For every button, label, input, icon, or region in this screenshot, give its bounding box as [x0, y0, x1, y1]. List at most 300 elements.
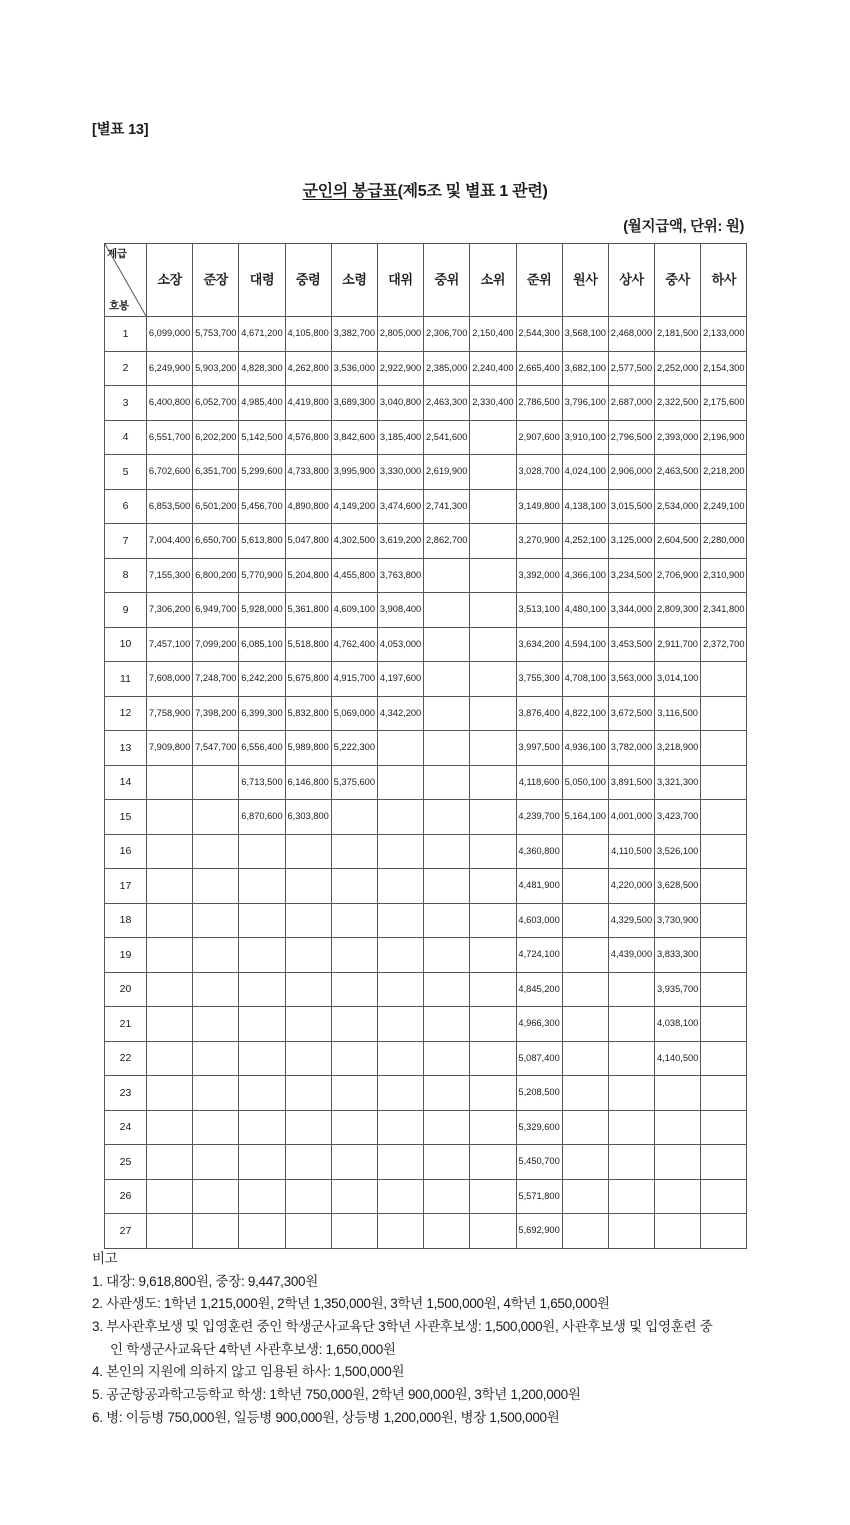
table-row: [105, 386, 747, 421]
pay-cell: 4,594,100: [562, 627, 608, 662]
pay-cell: 6,242,200: [239, 662, 285, 697]
pay-cell: [377, 731, 423, 766]
pay-cell: 4,936,100: [562, 731, 608, 766]
pay-cell: 3,672,500: [608, 696, 654, 731]
pay-cell: [193, 1214, 239, 1249]
pay-cell: 5,204,800: [285, 558, 331, 593]
pay-cell: 3,149,800: [516, 489, 562, 524]
pay-cell: 2,463,300: [424, 386, 470, 421]
step-cell: 11: [105, 662, 147, 697]
pay-cell: 7,909,800: [147, 731, 193, 766]
pay-cell: 4,149,200: [331, 489, 377, 524]
pay-cell: [285, 1007, 331, 1042]
pay-cell: [147, 800, 193, 835]
pay-cell: 3,513,100: [516, 593, 562, 628]
pay-cell: 5,361,800: [285, 593, 331, 628]
pay-cell: 2,706,900: [655, 558, 701, 593]
pay-cell: 7,457,100: [147, 627, 193, 662]
pay-cell: 2,687,000: [608, 386, 654, 421]
pay-cell: [470, 662, 516, 697]
pay-cell: 3,995,900: [331, 455, 377, 490]
pay-table: [104, 243, 747, 1249]
pay-cell: [377, 800, 423, 835]
pay-cell: 7,248,700: [193, 662, 239, 697]
pay-cell: [655, 1179, 701, 1214]
pay-cell: 4,329,500: [608, 903, 654, 938]
pay-cell: 5,329,600: [516, 1110, 562, 1145]
pay-cell: [377, 972, 423, 1007]
pay-cell: [193, 834, 239, 869]
pay-cell: [701, 1214, 747, 1249]
pay-cell: [470, 1041, 516, 1076]
pay-cell: [470, 1076, 516, 1111]
pay-cell: [239, 1007, 285, 1042]
pay-cell: [470, 800, 516, 835]
pay-cell: [193, 938, 239, 973]
pay-cell: 2,196,900: [701, 420, 747, 455]
pay-cell: [239, 1110, 285, 1145]
pay-cell: 4,140,500: [655, 1041, 701, 1076]
pay-cell: [193, 1076, 239, 1111]
table-row: [105, 1041, 747, 1076]
pay-cell: [285, 1179, 331, 1214]
pay-cell: [377, 1041, 423, 1076]
pay-cell: [147, 1041, 193, 1076]
pay-cell: [608, 1076, 654, 1111]
pay-cell: 4,724,100: [516, 938, 562, 973]
table-row: [105, 1179, 747, 1214]
page-title-main: 군인의 봉급표: [302, 183, 398, 200]
pay-cell: [424, 834, 470, 869]
pay-cell: [147, 972, 193, 1007]
pay-cell: [470, 455, 516, 490]
pay-cell: [655, 1110, 701, 1145]
table-row: [105, 351, 747, 386]
pay-cell: 4,053,000: [377, 627, 423, 662]
pay-cell: 2,252,000: [655, 351, 701, 386]
pay-cell: 5,164,100: [562, 800, 608, 835]
pay-cell: 2,604,500: [655, 524, 701, 559]
pay-cell: [331, 1179, 377, 1214]
pay-cell: [562, 1145, 608, 1180]
pay-cell: [608, 1007, 654, 1042]
table-row: [105, 558, 747, 593]
step-cell: 8: [105, 558, 147, 593]
pay-cell: 6,870,600: [239, 800, 285, 835]
pay-cell: [285, 1145, 331, 1180]
note-item: 2. 사관생도: 1학년 1,215,000원, 2학년 1,350,000원, 3학년 1,500,000원, 4학년 1,650,000원: [92, 1296, 610, 1312]
pay-cell: [377, 1145, 423, 1180]
table-row: [105, 731, 747, 766]
pay-cell: 2,393,000: [655, 420, 701, 455]
pay-cell: [470, 834, 516, 869]
pay-cell: 3,876,400: [516, 696, 562, 731]
pay-cell: [377, 1179, 423, 1214]
pay-cell: [377, 1214, 423, 1249]
pay-cell: [147, 1179, 193, 1214]
pay-cell: 3,382,700: [331, 317, 377, 352]
pay-cell: [701, 1041, 747, 1076]
step-cell: 10: [105, 627, 147, 662]
pay-cell: 2,280,000: [701, 524, 747, 559]
pay-cell: [470, 972, 516, 1007]
pay-cell: 5,675,800: [285, 662, 331, 697]
pay-cell: 7,608,000: [147, 662, 193, 697]
pay-cell: 5,613,800: [239, 524, 285, 559]
pay-cell: [562, 1110, 608, 1145]
step-cell: 14: [105, 765, 147, 800]
pay-cell: [470, 731, 516, 766]
pay-cell: [701, 834, 747, 869]
pay-cell: 4,001,000: [608, 800, 654, 835]
pay-cell: [147, 834, 193, 869]
pay-cell: 3,796,100: [562, 386, 608, 421]
pay-cell: [285, 1041, 331, 1076]
column-header: 소위: [470, 244, 516, 317]
step-cell: 7: [105, 524, 147, 559]
pay-cell: [470, 524, 516, 559]
step-cell: 3: [105, 386, 147, 421]
pay-cell: 4,762,400: [331, 627, 377, 662]
pay-cell: [239, 972, 285, 1007]
pay-cell: 2,577,500: [608, 351, 654, 386]
pay-cell: [470, 1007, 516, 1042]
step-cell: 23: [105, 1076, 147, 1111]
pay-cell: 6,202,200: [193, 420, 239, 455]
step-cell: 6: [105, 489, 147, 524]
pay-cell: 2,741,300: [424, 489, 470, 524]
pay-cell: [655, 1076, 701, 1111]
pay-cell: 3,842,600: [331, 420, 377, 455]
pay-cell: 2,330,400: [470, 386, 516, 421]
pay-cell: [193, 869, 239, 904]
pay-cell: 6,501,200: [193, 489, 239, 524]
pay-cell: 3,015,500: [608, 489, 654, 524]
pay-cell: 2,906,000: [608, 455, 654, 490]
table-row: [105, 1007, 747, 1042]
pay-cell: 3,910,100: [562, 420, 608, 455]
pay-cell: [331, 869, 377, 904]
pay-cell: 4,890,800: [285, 489, 331, 524]
pay-cell: [193, 765, 239, 800]
pay-cell: 2,306,700: [424, 317, 470, 352]
pay-cell: [239, 1076, 285, 1111]
pay-cell: 4,985,400: [239, 386, 285, 421]
column-header: 소령: [331, 244, 377, 317]
pay-cell: [193, 1007, 239, 1042]
column-header: 상사: [608, 244, 654, 317]
pay-cell: 5,222,300: [331, 731, 377, 766]
pay-cell: [285, 1214, 331, 1249]
table-row: [105, 1145, 747, 1180]
pay-cell: 7,306,200: [147, 593, 193, 628]
pay-cell: 2,796,500: [608, 420, 654, 455]
pay-cell: 6,351,700: [193, 455, 239, 490]
pay-cell: 4,603,000: [516, 903, 562, 938]
pay-cell: [424, 1007, 470, 1042]
table-row: [105, 317, 747, 352]
pay-cell: [239, 834, 285, 869]
pay-cell: [424, 800, 470, 835]
pay-cell: [470, 593, 516, 628]
pay-cell: 3,833,300: [655, 938, 701, 973]
pay-cell: [147, 903, 193, 938]
pay-cell: 3,536,000: [331, 351, 377, 386]
pay-cell: 5,770,900: [239, 558, 285, 593]
table-row: [105, 662, 747, 697]
pay-cell: [701, 765, 747, 800]
pay-cell: 4,822,100: [562, 696, 608, 731]
pay-cell: [655, 1145, 701, 1180]
pay-cell: 6,650,700: [193, 524, 239, 559]
pay-cell: [701, 938, 747, 973]
column-header: 준위: [516, 244, 562, 317]
table-row: [105, 696, 747, 731]
pay-cell: 3,344,000: [608, 593, 654, 628]
column-header: 하사: [701, 244, 747, 317]
pay-cell: [608, 1110, 654, 1145]
pay-cell: [239, 1214, 285, 1249]
pay-cell: [377, 765, 423, 800]
pay-cell: 2,463,500: [655, 455, 701, 490]
pay-cell: 6,551,700: [147, 420, 193, 455]
pay-cell: [193, 800, 239, 835]
pay-cell: [331, 1076, 377, 1111]
pay-cell: 4,220,000: [608, 869, 654, 904]
column-header: 중령: [285, 244, 331, 317]
pay-cell: [424, 1214, 470, 1249]
pay-cell: [377, 1076, 423, 1111]
pay-cell: 7,398,200: [193, 696, 239, 731]
note-item: 6. 병: 이등병 750,000원, 일등병 900,000원, 상등병 1,200,000원, 병장 1,500,000원: [92, 1409, 560, 1425]
pay-cell: [701, 800, 747, 835]
pay-cell: 7,004,400: [147, 524, 193, 559]
pay-cell: [285, 903, 331, 938]
pay-cell: [377, 834, 423, 869]
pay-cell: 3,125,000: [608, 524, 654, 559]
pay-cell: [377, 938, 423, 973]
pay-cell: [562, 1076, 608, 1111]
pay-cell: [424, 1110, 470, 1145]
pay-cell: 4,138,100: [562, 489, 608, 524]
pay-cell: 5,571,800: [516, 1179, 562, 1214]
pay-cell: [655, 1214, 701, 1249]
pay-cell: 3,028,700: [516, 455, 562, 490]
pay-cell: 4,342,200: [377, 696, 423, 731]
pay-cell: 5,050,100: [562, 765, 608, 800]
pay-cell: [470, 558, 516, 593]
pay-cell: [377, 903, 423, 938]
pay-cell: 6,702,600: [147, 455, 193, 490]
step-cell: 15: [105, 800, 147, 835]
pay-cell: 5,903,200: [193, 351, 239, 386]
pay-cell: [147, 938, 193, 973]
pay-cell: [701, 1179, 747, 1214]
step-cell: 2: [105, 351, 147, 386]
column-header: 원사: [562, 244, 608, 317]
table-row: [105, 1076, 747, 1111]
pay-cell: 2,218,200: [701, 455, 747, 490]
pay-cell: [562, 903, 608, 938]
pay-cell: [470, 903, 516, 938]
pay-cell: [608, 1179, 654, 1214]
pay-cell: [285, 1110, 331, 1145]
pay-cell: 7,099,200: [193, 627, 239, 662]
pay-cell: [424, 696, 470, 731]
table-body: [105, 317, 747, 1249]
pay-cell: 4,708,100: [562, 662, 608, 697]
table-row: [105, 834, 747, 869]
pay-cell: [424, 903, 470, 938]
pay-cell: [424, 765, 470, 800]
pay-cell: 4,609,100: [331, 593, 377, 628]
pay-cell: 3,689,300: [331, 386, 377, 421]
step-cell: 1: [105, 317, 147, 352]
pay-cell: 2,175,600: [701, 386, 747, 421]
pay-cell: [285, 869, 331, 904]
pay-cell: 3,682,100: [562, 351, 608, 386]
pay-cell: 3,935,700: [655, 972, 701, 1007]
pay-cell: [701, 972, 747, 1007]
table-row: [105, 938, 747, 973]
pay-cell: [701, 903, 747, 938]
corner-step-label: 호봉: [109, 299, 129, 312]
pay-cell: [701, 1145, 747, 1180]
pay-cell: [239, 1179, 285, 1214]
pay-cell: 6,249,900: [147, 351, 193, 386]
pay-cell: 6,949,700: [193, 593, 239, 628]
pay-cell: 3,908,400: [377, 593, 423, 628]
pay-cell: 3,526,100: [655, 834, 701, 869]
column-header: 대령: [239, 244, 285, 317]
pay-cell: 2,922,900: [377, 351, 423, 386]
step-cell: 19: [105, 938, 147, 973]
pay-cell: 6,099,000: [147, 317, 193, 352]
pay-cell: [470, 696, 516, 731]
corner-rank-label: 계급: [107, 248, 127, 260]
pay-cell: [424, 869, 470, 904]
pay-cell: 4,239,700: [516, 800, 562, 835]
pay-cell: 2,310,900: [701, 558, 747, 593]
pay-cell: [331, 834, 377, 869]
pay-cell: 2,154,300: [701, 351, 747, 386]
pay-cell: [424, 593, 470, 628]
pay-cell: [285, 1076, 331, 1111]
pay-cell: 5,989,800: [285, 731, 331, 766]
pay-cell: 3,234,500: [608, 558, 654, 593]
pay-cell: [608, 1145, 654, 1180]
pay-cell: [147, 1076, 193, 1111]
pay-cell: [193, 1179, 239, 1214]
pay-cell: 4,915,700: [331, 662, 377, 697]
pay-cell: 3,116,500: [655, 696, 701, 731]
note-item-continuation: 인 학생군사교육단 4학년 사관후보생: 1,650,000원: [110, 1341, 396, 1357]
pay-cell: [470, 938, 516, 973]
appendix-label: [별표 13]: [92, 122, 149, 138]
pay-cell: 5,208,500: [516, 1076, 562, 1111]
pay-cell: [147, 1110, 193, 1145]
table-row: [105, 972, 747, 1007]
pay-cell: 3,453,500: [608, 627, 654, 662]
pay-cell: [424, 662, 470, 697]
pay-cell: 3,568,100: [562, 317, 608, 352]
pay-cell: 3,321,300: [655, 765, 701, 800]
step-cell: 4: [105, 420, 147, 455]
table-row: [105, 1214, 747, 1249]
pay-cell: 6,853,500: [147, 489, 193, 524]
pay-cell: [701, 1076, 747, 1111]
pay-cell: 2,534,000: [655, 489, 701, 524]
step-cell: 24: [105, 1110, 147, 1145]
pay-cell: [470, 765, 516, 800]
note-item: 1. 대장: 9,618,800원, 중장: 9,447,300원: [92, 1273, 318, 1289]
column-header: 대위: [377, 244, 423, 317]
pay-cell: [424, 1145, 470, 1180]
pay-cell: 2,133,000: [701, 317, 747, 352]
pay-cell: 4,480,100: [562, 593, 608, 628]
pay-cell: [331, 1041, 377, 1076]
pay-cell: [608, 1041, 654, 1076]
pay-cell: [562, 938, 608, 973]
pay-cell: [147, 869, 193, 904]
pay-cell: [470, 1179, 516, 1214]
pay-cell: 4,110,500: [608, 834, 654, 869]
pay-cell: [285, 938, 331, 973]
pay-cell: [701, 869, 747, 904]
pay-cell: 3,040,800: [377, 386, 423, 421]
pay-cell: [331, 1145, 377, 1180]
table-row: [105, 869, 747, 904]
table-row: [105, 420, 747, 455]
pay-cell: 7,547,700: [193, 731, 239, 766]
pay-cell: 5,456,700: [239, 489, 285, 524]
pay-cell: 3,014,100: [655, 662, 701, 697]
pay-cell: 6,399,300: [239, 696, 285, 731]
pay-cell: [285, 972, 331, 1007]
pay-cell: 2,249,100: [701, 489, 747, 524]
pay-cell: [377, 1110, 423, 1145]
pay-cell: [424, 938, 470, 973]
pay-cell: [470, 627, 516, 662]
step-cell: 22: [105, 1041, 147, 1076]
pay-cell: 3,755,300: [516, 662, 562, 697]
column-header: 중사: [655, 244, 701, 317]
pay-cell: [193, 972, 239, 1007]
pay-cell: 5,375,600: [331, 765, 377, 800]
pay-cell: [285, 834, 331, 869]
pay-cell: 3,997,500: [516, 731, 562, 766]
step-cell: 21: [105, 1007, 147, 1042]
note-item: 5. 공군항공과학고등학교 학생: 1학년 750,000원, 2학년 900,000원, 3학년 1,200,000원: [92, 1387, 581, 1403]
pay-cell: [147, 765, 193, 800]
pay-cell: 4,302,500: [331, 524, 377, 559]
pay-cell: 4,252,100: [562, 524, 608, 559]
pay-cell: 2,468,000: [608, 317, 654, 352]
pay-cell: 4,966,300: [516, 1007, 562, 1042]
step-cell: 26: [105, 1179, 147, 1214]
pay-cell: 3,185,400: [377, 420, 423, 455]
pay-cell: 4,197,600: [377, 662, 423, 697]
pay-cell: [331, 1110, 377, 1145]
pay-cell: 5,928,000: [239, 593, 285, 628]
pay-cell: 5,832,800: [285, 696, 331, 731]
pay-cell: 2,907,600: [516, 420, 562, 455]
pay-cell: [701, 662, 747, 697]
pay-cell: [562, 1179, 608, 1214]
pay-cell: [331, 1214, 377, 1249]
pay-cell: 4,845,200: [516, 972, 562, 1007]
table-row: [105, 593, 747, 628]
